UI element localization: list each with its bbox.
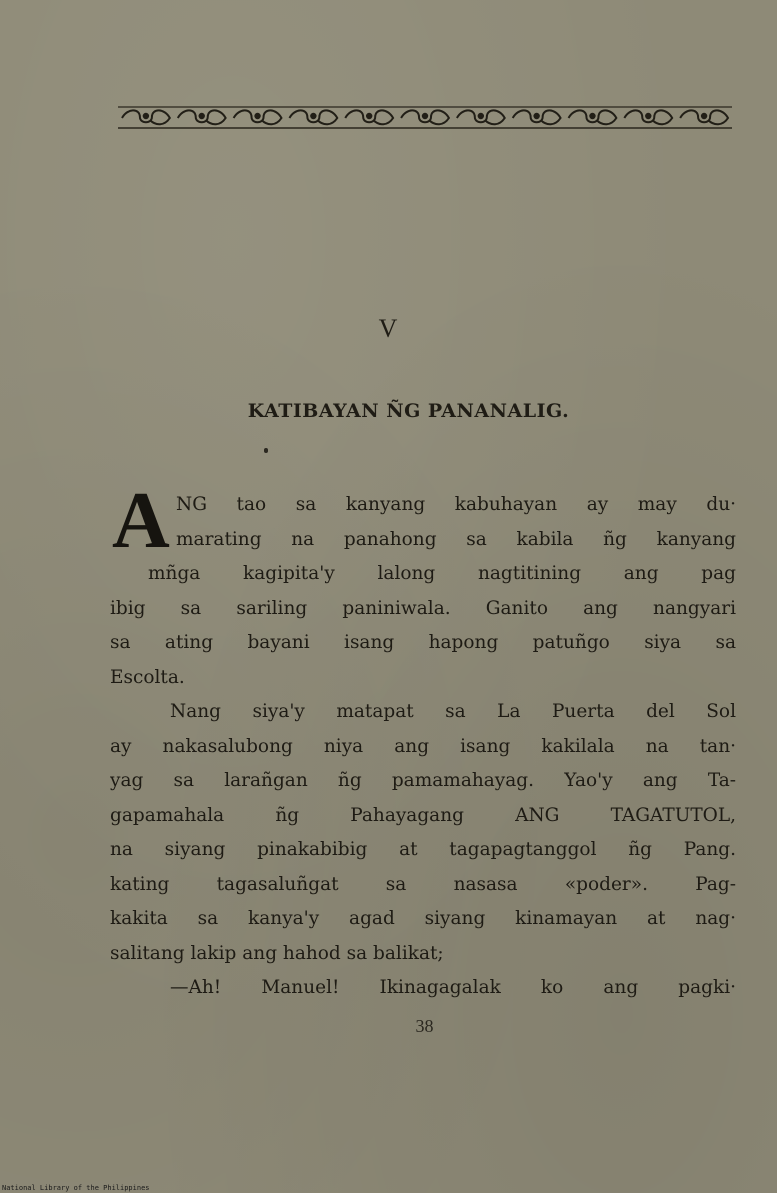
page-number: 38 (415, 1016, 434, 1036)
ornament-dot (534, 114, 538, 118)
ornament-dot (479, 114, 483, 118)
text-line: NG tao sa kanyang kabuhayan ay may du· (176, 494, 736, 515)
ornament-dot (646, 114, 650, 118)
ornament-dot (702, 114, 706, 118)
text-line: Escolta. (110, 666, 185, 688)
chapter-title: KATIBAYAN ÑG PANANALIG. (247, 400, 570, 422)
text-line: ay nakasalubong niya ang isang kakilala na tan· (110, 735, 736, 757)
ornament-dot (590, 114, 594, 118)
text-line: na siyang pinakabibig at tagapagtanggol ñg Pang. (110, 839, 736, 860)
text-line: kating tagasaluñgat sa nasasa «poder». Pag- (110, 873, 736, 895)
ornament-dot (367, 114, 371, 118)
ink-speck (264, 448, 268, 453)
chapter-text (110, 477, 736, 1006)
ornament-dot (200, 114, 204, 118)
text-line: salitang lakip ang hahod sa balikat; (110, 942, 444, 964)
drop-cap: A (112, 477, 170, 565)
ornamental-header-band (118, 104, 732, 130)
text-line: marating na panahong sa kabila ñg kanyang (176, 528, 736, 550)
ornament-graphic (118, 104, 732, 130)
text-line: —Ah! Manuel! Ikinagagalak ko ang pagki· (170, 977, 736, 998)
ornament-dot (311, 114, 315, 118)
text-line: ibig sa sariling paniniwala. Ganito ang nangyari (110, 597, 736, 619)
ornament-dot (423, 114, 427, 118)
text-line: sa ating bayani isang hapong patuñgo siya sa (110, 632, 736, 653)
text-line: gapamahala ñg Pahayagang ANG TAGATUTOL, (110, 804, 736, 826)
footer-credit: National Library of the Philippines (2, 1184, 150, 1192)
text-line: kakita sa kanya'y agad siyang kinamayan at nag· (110, 908, 736, 929)
ornament-dot (144, 114, 148, 118)
text-line: mñga kagipita'y lalong nagtitining ang pag (148, 563, 736, 584)
text-line: yag sa larañgan ñg pamamahayag. Yao'y ang Ta- (110, 770, 736, 791)
text-line: Nang siya'y matapat sa La Puerta del Sol (170, 701, 736, 722)
ornament-dot (255, 114, 259, 118)
chapter-number: V (378, 314, 399, 343)
